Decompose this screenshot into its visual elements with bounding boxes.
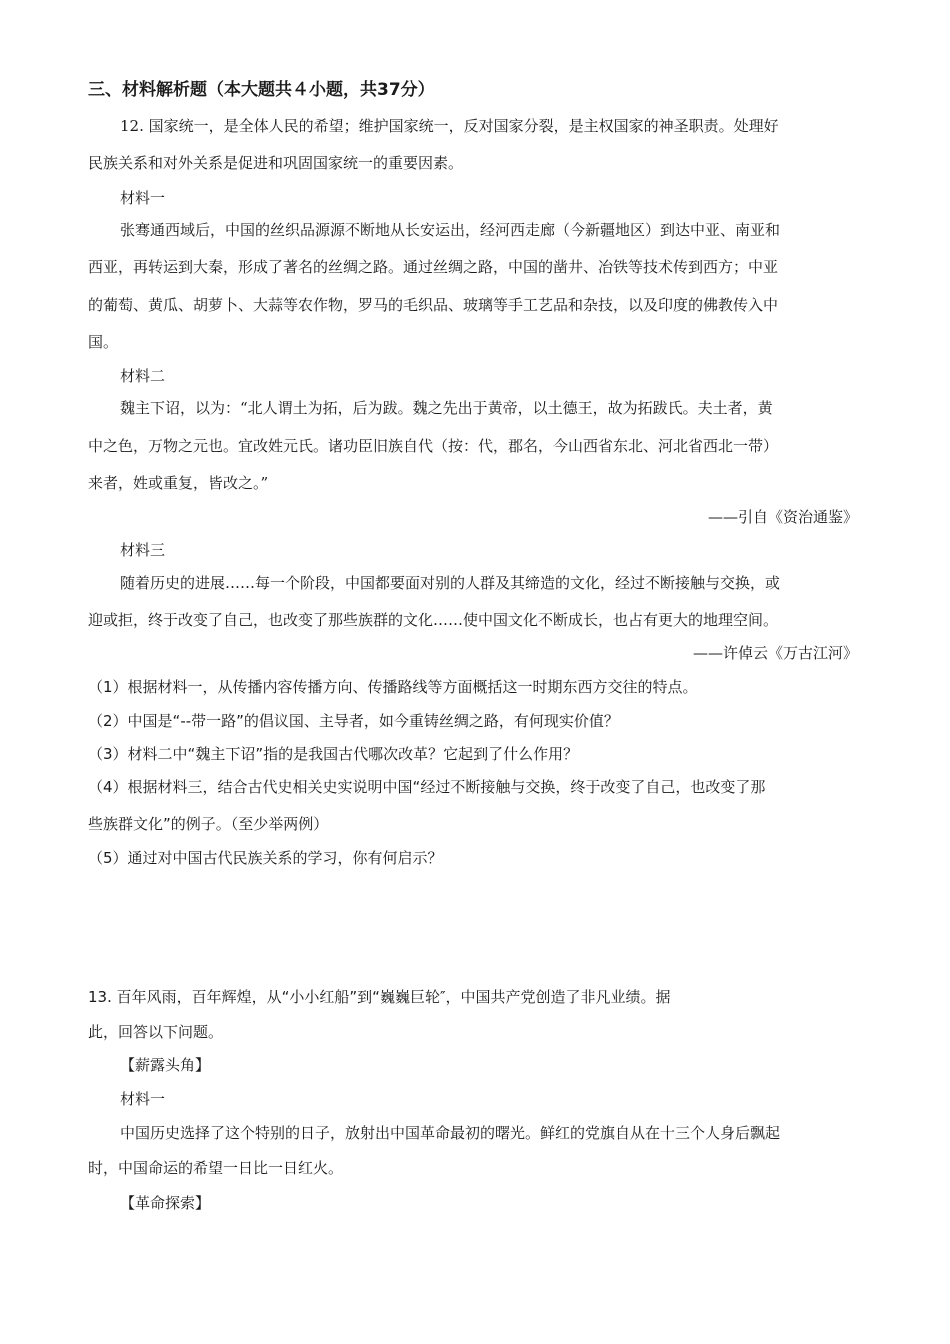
- material-text: 西亚，再转运到大秦，形成了著名的丝绸之路。通过丝绸之路，中国的凿井、冶铁等技术传到西方；中亚: [88, 258, 779, 276]
- material-text: 迎或拒，终于改变了自己，也改变了那些族群的文化……使中国文化不断成长，也占有更大的地理空间。: [88, 611, 779, 629]
- material-text: 张骞通西域后，中国的丝织品源源不断地从长安运出，经河西走廊（今新疆地区）到达中亚、南亚和: [120, 221, 781, 239]
- material-label: 材料一: [120, 1090, 166, 1108]
- material-text: 国。: [88, 333, 119, 351]
- material-text: 中国历史选择了这个特别的日子，放射出中国革命最初的曙光。鲜红的党旗自从在十三个人身后飘起: [120, 1124, 781, 1142]
- material-text: 的葡萄、黄瓜、胡萝卜、大蒜等农作物，罗马的毛织品、玻璃等手工艺品和杂技，以及印度的佛教传入中: [88, 296, 779, 314]
- material-label: 材料二: [120, 367, 166, 385]
- q12-intro: 12. 国家统一，是全体人民的希望；维护国家统一，反对国家分裂，是主权国家的神圣职责。处理好: [120, 117, 779, 135]
- material-source: ——引自《资治通鉴》: [707, 508, 858, 526]
- material-label: 材料三: [120, 541, 166, 559]
- material-text: 来者，姓或重复，皆改之。”: [88, 474, 269, 492]
- q13-intro: 此，回答以下问题。: [88, 1023, 224, 1041]
- material-text: 魏主下诏，以为：“北人谓土为拓，后为跋。魏之先出于黄帝，以土德王，故为拓跋氏。夫土者，黄: [120, 399, 773, 417]
- material-text: 中之色，万物之元也。宜改姓元氏。诸功臣旧族自代（按：代，郡名，今山西省东北、河北省西北一带）: [88, 437, 779, 455]
- material-source: ——许倬云《万古江河》: [692, 644, 858, 662]
- material-text: 时，中国命运的希望一日比一日红火。: [88, 1159, 344, 1177]
- sub-question: （1）根据材料一，从传播内容传播方向、传播路线等方面概括这一时期东西方交往的特点。: [88, 678, 698, 696]
- sub-question: （4）根据材料三，结合古代史相关史实说明中国“经过不断接触与交换，终于改变了自己，也改变了那: [88, 778, 766, 796]
- sub-question: （5）通过对中国古代民族关系的学习，你有何启示？: [88, 849, 443, 867]
- sub-question: （2）中国是“--带一路”的倡议国、主导者，如今重铸丝绸之路，有何现实价值？: [88, 712, 619, 730]
- sub-question: （3）材料二中“魏主下诏”指的是我国古代哪次改革？它起到了什么作用？: [88, 745, 579, 763]
- q13-intro: 13. 百年风雨，百年辉煌，从“小小红船”到“巍巍巨轮″，中国共产党创造了非凡业绩。据: [88, 988, 671, 1006]
- section-label: 【薪露头角】: [120, 1056, 211, 1074]
- material-label: 材料一: [120, 189, 166, 207]
- section-label: 【革命探索】: [120, 1194, 211, 1212]
- section-heading: 三、材料解析题（本大题共４小题，共37分）: [88, 80, 435, 100]
- sub-question: 些族群文化”的例子。（至少举两例）: [88, 815, 329, 833]
- material-text: 随着历史的进展……每一个阶段，中国都要面对别的人群及其缔造的文化，经过不断接触与交换，或: [120, 574, 781, 592]
- q12-intro: 民族关系和对外关系是促进和巩固国家统一的重要因素。: [88, 154, 464, 172]
